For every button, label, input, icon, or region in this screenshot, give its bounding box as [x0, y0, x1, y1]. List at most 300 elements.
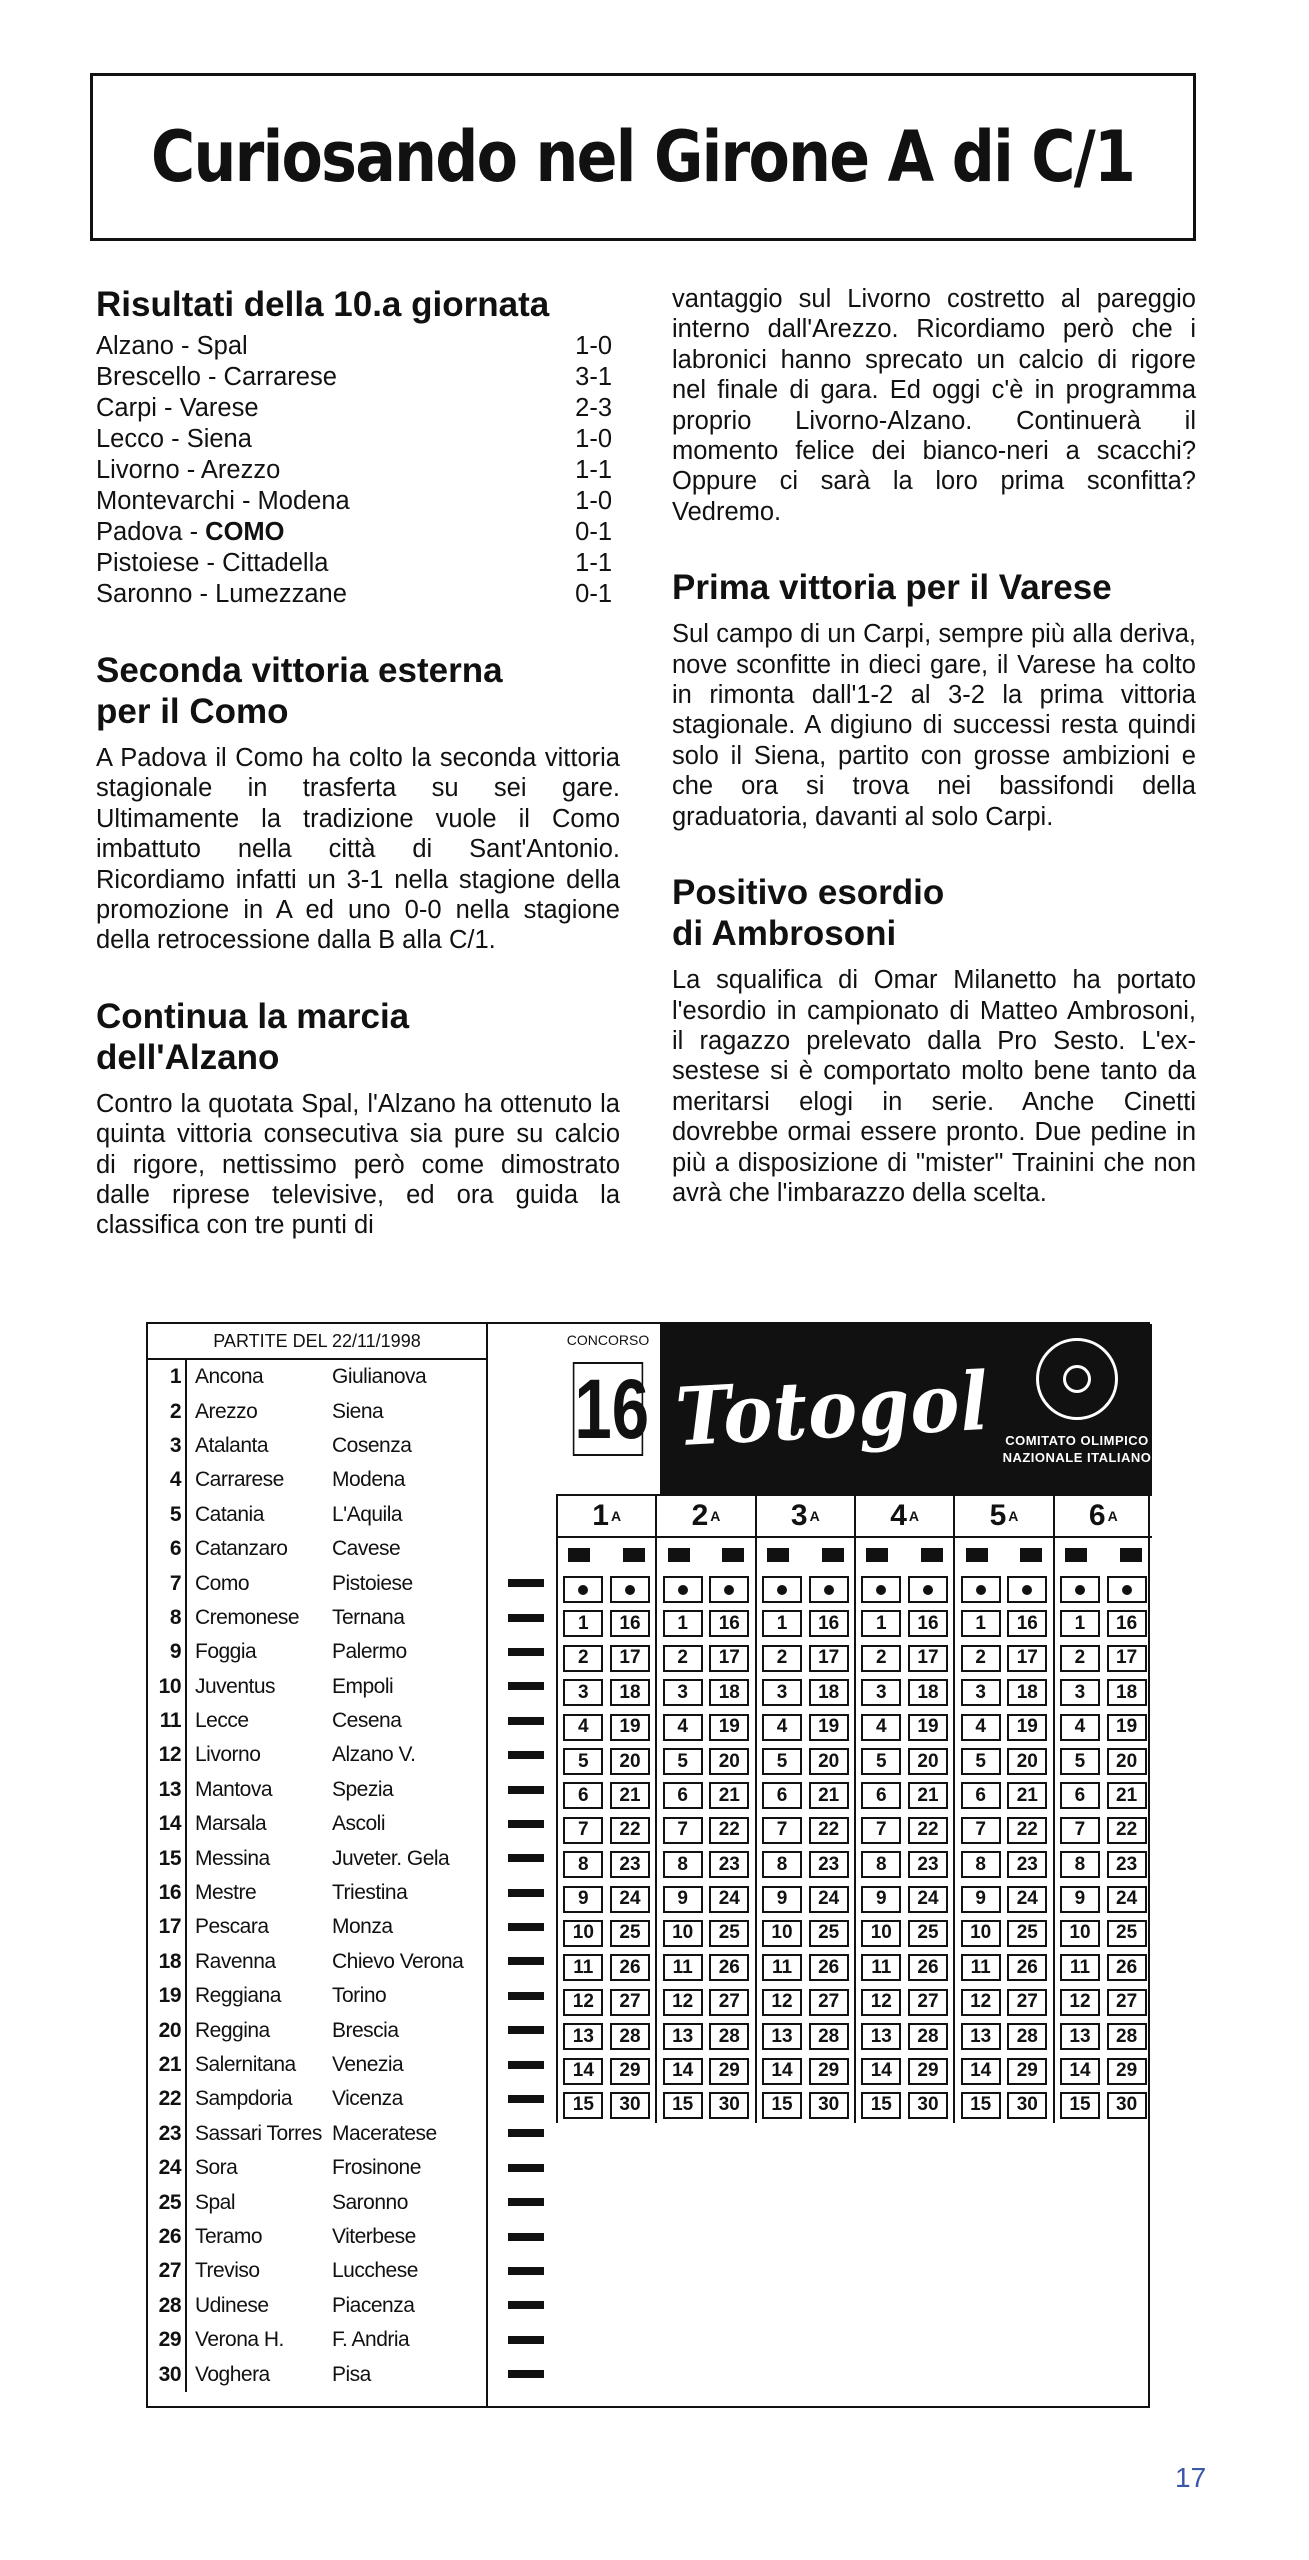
timing-mark [668, 1548, 690, 1562]
bet-box[interactable]: 27 [1007, 1989, 1047, 2016]
bet-box[interactable]: 11 [762, 1954, 802, 1981]
bet-box[interactable]: 26 [809, 1954, 849, 1981]
bet-box[interactable]: 19 [1107, 1714, 1147, 1741]
bet-box[interactable]: 24 [1107, 1886, 1147, 1913]
bet-box[interactable]: 19 [1007, 1714, 1047, 1741]
grid-column [1053, 1607, 1152, 1641]
bet-box[interactable]: 1 [1060, 1610, 1100, 1637]
bet-box[interactable]: 29 [709, 2058, 749, 2085]
bet-box[interactable]: 18 [908, 1679, 948, 1706]
bet-box-zero[interactable] [663, 1576, 703, 1603]
grid-column [1053, 1813, 1152, 1847]
bet-box-zero[interactable] [1007, 1576, 1047, 1603]
article-como [96, 650, 620, 956]
bet-box[interactable]: 13 [663, 2023, 703, 2050]
bet-box[interactable]: 25 [809, 1920, 849, 1947]
match-away: F. Andria [332, 2328, 410, 2352]
bet-box[interactable]: 13 [762, 2023, 802, 2050]
bet-box[interactable]: 4 [663, 1714, 703, 1741]
bet-box[interactable]: 16 [809, 1610, 849, 1637]
bet-box-zero[interactable] [1107, 1576, 1147, 1603]
bet-box-zero[interactable] [961, 1576, 1001, 1603]
bet-box[interactable]: 8 [961, 1851, 1001, 1878]
bet-box[interactable]: 10 [861, 1920, 901, 1947]
dash-bar [508, 1751, 544, 1759]
bet-box[interactable]: 24 [908, 1886, 948, 1913]
bet-box[interactable]: 4 [762, 1714, 802, 1741]
dash-bar [508, 2336, 544, 2344]
bet-box[interactable]: 28 [709, 2023, 749, 2050]
result-row [96, 455, 620, 486]
bet-box-zero[interactable] [563, 1576, 603, 1603]
bet-box[interactable]: 3 [563, 1679, 603, 1706]
bet-box[interactable]: 7 [1060, 1817, 1100, 1844]
bet-box[interactable]: 6 [663, 1782, 703, 1809]
bet-box[interactable]: 16 [709, 1610, 749, 1637]
grid-column [755, 2054, 854, 2088]
grid-row [556, 1779, 1152, 1813]
match-away: Lucchese [332, 2259, 418, 2283]
match-number: 15 [158, 1846, 181, 1870]
bet-box[interactable]: 13 [961, 2023, 1001, 2050]
bet-box[interactable]: 18 [809, 1679, 849, 1706]
bet-box[interactable]: 7 [762, 1817, 802, 1844]
bet-box[interactable]: 11 [861, 1954, 901, 1981]
bet-box[interactable]: 3 [961, 1679, 1001, 1706]
bet-box[interactable]: 9 [663, 1886, 703, 1913]
heading-line: di Ambrosoni [672, 914, 897, 954]
grid-column [655, 2088, 754, 2122]
heading-line: Positivo esordio [672, 873, 945, 913]
bet-box[interactable]: 23 [1007, 1851, 1047, 1878]
match-row [148, 2254, 486, 2288]
grid-column [854, 1710, 953, 1744]
bet-box[interactable]: 3 [663, 1679, 703, 1706]
bet-box[interactable]: 27 [809, 1989, 849, 2016]
bet-box[interactable]: 23 [709, 1851, 749, 1878]
bet-box[interactable]: 26 [709, 1954, 749, 1981]
bet-box[interactable]: 25 [1107, 1920, 1147, 1947]
bet-box[interactable]: 11 [663, 1954, 703, 1981]
bet-box[interactable]: 10 [762, 1920, 802, 1947]
bet-box[interactable]: 20 [610, 1748, 650, 1775]
bet-box[interactable]: 29 [908, 2058, 948, 2085]
grid-column [953, 1710, 1052, 1744]
bet-box[interactable]: 25 [1007, 1920, 1047, 1947]
bet-box[interactable]: 13 [861, 2023, 901, 2050]
bet-box[interactable]: 17 [1107, 1645, 1147, 1672]
grid-column [1053, 1779, 1152, 1813]
grid-column [854, 1538, 953, 1572]
bet-box[interactable]: 12 [762, 1989, 802, 2016]
result-match: Lecco - Siena [96, 425, 252, 453]
bet-box[interactable]: 18 [1107, 1679, 1147, 1706]
bet-box[interactable]: 14 [961, 2058, 1001, 2085]
grid-column [655, 1813, 754, 1847]
bet-box[interactable]: 22 [610, 1817, 650, 1844]
timing-mark [1120, 1548, 1142, 1562]
bet-box[interactable]: 17 [709, 1645, 749, 1672]
bet-box[interactable]: 18 [610, 1679, 650, 1706]
result-score: 3-1 [575, 363, 612, 391]
dash-bar [508, 2198, 544, 2206]
result-row [96, 548, 620, 579]
bet-box[interactable]: 27 [908, 1989, 948, 2016]
bet-box[interactable]: 25 [610, 1920, 650, 1947]
bet-box[interactable]: 11 [563, 1954, 603, 1981]
grid-column [854, 1607, 953, 1641]
bet-box[interactable]: 8 [762, 1851, 802, 1878]
bet-box[interactable]: 24 [809, 1886, 849, 1913]
result-score: 1-0 [575, 487, 612, 515]
match-number: 8 [169, 1605, 181, 1629]
bet-box[interactable]: 12 [861, 1989, 901, 2016]
bet-box[interactable]: 12 [961, 1989, 1001, 2016]
bet-box[interactable]: 27 [610, 1989, 650, 2016]
bet-box[interactable]: 20 [709, 1748, 749, 1775]
match-number: 25 [158, 2190, 181, 2214]
bet-box[interactable]: 16 [1107, 1610, 1147, 1637]
bet-box[interactable]: 5 [563, 1748, 603, 1775]
bet-box[interactable]: 4 [1060, 1714, 1100, 1741]
bet-box-zero[interactable] [809, 1576, 849, 1603]
bet-box[interactable]: 2 [762, 1645, 802, 1672]
bet-box[interactable]: 22 [1007, 1817, 1047, 1844]
match-number: 2 [169, 1399, 181, 1423]
bet-box[interactable]: 25 [709, 1920, 749, 1947]
page-number: 17 [1175, 2462, 1207, 2493]
bet-box[interactable]: 5 [762, 1748, 802, 1775]
bet-box[interactable]: 2 [961, 1645, 1001, 1672]
grid-column [1053, 2088, 1152, 2122]
grid-column [854, 1813, 953, 1847]
bet-box[interactable]: 14 [663, 2058, 703, 2085]
bet-box[interactable]: 29 [1107, 2058, 1147, 2085]
bet-box[interactable]: 16 [908, 1610, 948, 1637]
bet-box[interactable]: 1 [861, 1610, 901, 1637]
dash-bar [508, 2095, 544, 2103]
bet-box[interactable]: 14 [762, 2058, 802, 2085]
bet-box[interactable]: 10 [563, 1920, 603, 1947]
article-ambrosoni-body: La squalifica di Omar Milanetto ha portato l'esordio in campionato di Matteo Ambrosoni, il ragazzo prelevato dalla Pro Sesto. L'ex-sestese si è comportato molto bene tanto da meritarsi elogi in serie. Anche Cinetti dovrebbe ormai essere pronto. Due pedine in più a disposizione di "mister" Trainini che non avrà che l'imbarazzo della scelta. [672, 966, 1196, 1207]
bet-box[interactable]: 23 [908, 1851, 948, 1878]
result-match-part: Padova - [96, 518, 206, 546]
bet-box[interactable]: 17 [809, 1645, 849, 1672]
bet-box[interactable]: 29 [809, 2058, 849, 2085]
match-home: Cremonese [185, 1601, 328, 1635]
bet-box[interactable]: 23 [809, 1851, 849, 1878]
match-away: Chievo Verona [332, 1949, 464, 1973]
match-row [148, 2357, 486, 2391]
bet-box[interactable]: 1 [961, 1610, 1001, 1637]
bet-box[interactable]: 20 [1007, 1748, 1047, 1775]
bet-box[interactable]: 19 [709, 1714, 749, 1741]
timing-mark [568, 1548, 590, 1562]
result-row [96, 331, 620, 362]
bet-box[interactable]: 7 [861, 1817, 901, 1844]
bet-box[interactable]: 6 [762, 1782, 802, 1809]
bet-box[interactable]: 15 [1060, 2092, 1100, 2119]
bet-box[interactable]: 21 [610, 1782, 650, 1809]
bet-box[interactable]: 9 [961, 1886, 1001, 1913]
bet-box[interactable]: 22 [908, 1817, 948, 1844]
grid-column [854, 1641, 953, 1675]
bet-box[interactable]: 14 [861, 2058, 901, 2085]
dash-column [506, 1566, 546, 2391]
dash-bar [508, 2301, 544, 2309]
bet-box[interactable]: 17 [908, 1645, 948, 1672]
dash-bar [508, 2164, 544, 2172]
bet-box[interactable]: 2 [861, 1645, 901, 1672]
bet-box[interactable]: 5 [1060, 1748, 1100, 1775]
result-score: 0-1 [575, 580, 612, 608]
bet-box[interactable]: 10 [961, 1920, 1001, 1947]
grid-column [953, 1572, 1052, 1606]
grid-column [854, 1951, 953, 1985]
match-row [148, 1532, 486, 1566]
bet-box[interactable]: 30 [809, 2092, 849, 2119]
bet-box-zero[interactable] [861, 1576, 901, 1603]
bet-box[interactable]: 11 [961, 1954, 1001, 1981]
bet-box[interactable]: 23 [1107, 1851, 1147, 1878]
match-home: Voghera [185, 2357, 328, 2391]
result-match: Saronno - Lumezzane [96, 580, 347, 608]
match-row [148, 1979, 486, 2013]
bet-box[interactable]: 30 [1107, 2092, 1147, 2119]
bet-box[interactable]: 13 [1060, 2023, 1100, 2050]
bet-box[interactable]: 7 [663, 1817, 703, 1844]
grid-column [953, 2054, 1052, 2088]
bet-box[interactable]: 29 [1007, 2058, 1047, 2085]
bet-box[interactable]: 6 [563, 1782, 603, 1809]
bet-box[interactable]: 23 [610, 1851, 650, 1878]
grid-row [556, 1710, 1152, 1744]
bet-box[interactable]: 9 [1060, 1886, 1100, 1913]
dash-mark [506, 1807, 546, 1841]
grid-column [556, 1882, 655, 1916]
bet-box-zero[interactable] [1060, 1576, 1100, 1603]
bet-box-zero[interactable] [762, 1576, 802, 1603]
bet-box[interactable]: 3 [1060, 1679, 1100, 1706]
grid-row [556, 2054, 1152, 2088]
bet-box[interactable]: 27 [1107, 1989, 1147, 2016]
bet-box[interactable]: 26 [1107, 1954, 1147, 1981]
bet-box[interactable]: 16 [610, 1610, 650, 1637]
match-home: Sassari Torres [185, 2117, 328, 2151]
bet-box[interactable]: 28 [1107, 2023, 1147, 2050]
bet-box[interactable]: 15 [961, 2092, 1001, 2119]
bet-box[interactable]: 3 [762, 1679, 802, 1706]
bet-box[interactable]: 9 [563, 1886, 603, 1913]
dash-mark [506, 1738, 546, 1772]
grid-column [655, 2054, 754, 2088]
bet-box[interactable]: 29 [610, 2058, 650, 2085]
bet-box[interactable]: 15 [861, 2092, 901, 2119]
bet-box[interactable]: 15 [762, 2092, 802, 2119]
match-away: Saronno [332, 2190, 408, 2214]
match-number: 17 [158, 1915, 181, 1939]
bet-box[interactable]: 1 [762, 1610, 802, 1637]
bet-box[interactable]: 25 [908, 1920, 948, 1947]
grid-column [854, 1744, 953, 1778]
bet-box[interactable]: 2 [563, 1645, 603, 1672]
match-away: Modena [332, 1468, 405, 1492]
bet-box[interactable]: 6 [961, 1782, 1001, 1809]
timing-mark [1065, 1548, 1087, 1562]
grid-column [755, 1779, 854, 1813]
bet-box[interactable]: 14 [563, 2058, 603, 2085]
concorso-label: CONCORSO [566, 1332, 650, 1348]
dash-mark [506, 2151, 546, 2185]
bet-box[interactable]: 26 [908, 1954, 948, 1981]
timing-mark [966, 1548, 988, 1562]
bet-box[interactable]: 28 [1007, 2023, 1047, 2050]
bet-box[interactable]: 19 [610, 1714, 650, 1741]
bet-box[interactable]: 15 [663, 2092, 703, 2119]
concorso-box [556, 1324, 662, 1494]
bet-box[interactable]: 8 [1060, 1851, 1100, 1878]
match-row [148, 1429, 486, 1463]
bet-box[interactable]: 12 [663, 1989, 703, 2016]
bet-box[interactable]: 20 [809, 1748, 849, 1775]
column-header [556, 1496, 655, 1536]
grid-column [556, 1572, 655, 1606]
bet-box-zero[interactable] [610, 1576, 650, 1603]
bet-box[interactable]: 28 [908, 2023, 948, 2050]
grid-column [556, 2088, 655, 2122]
bet-box[interactable]: 21 [809, 1782, 849, 1809]
bet-box[interactable]: 18 [1007, 1679, 1047, 1706]
bet-box[interactable]: 22 [809, 1817, 849, 1844]
bet-box[interactable]: 20 [1107, 1748, 1147, 1775]
bet-box[interactable]: 22 [1107, 1817, 1147, 1844]
bet-box[interactable]: 16 [1007, 1610, 1047, 1637]
bet-box[interactable]: 13 [563, 2023, 603, 2050]
bet-box[interactable]: 26 [1007, 1954, 1047, 1981]
bet-box[interactable]: 7 [961, 1817, 1001, 1844]
dash-mark [506, 1566, 546, 1600]
bet-box[interactable]: 11 [1060, 1954, 1100, 1981]
grid-column [1053, 1985, 1152, 2019]
bet-box[interactable]: 17 [610, 1645, 650, 1672]
bet-box[interactable]: 27 [709, 1989, 749, 2016]
bet-box[interactable]: 19 [908, 1714, 948, 1741]
bet-box[interactable]: 26 [610, 1954, 650, 1981]
bet-box[interactable]: 5 [861, 1748, 901, 1775]
grid-column [1053, 1848, 1152, 1882]
result-score: 1-0 [575, 425, 612, 453]
bet-box[interactable]: 24 [709, 1886, 749, 1913]
grid-row [556, 2019, 1152, 2053]
page-title: Curiosando nel Girone A di C/1 [151, 116, 1135, 198]
bet-box[interactable]: 15 [563, 2092, 603, 2119]
bet-box[interactable]: 28 [610, 2023, 650, 2050]
dash-mark [506, 2047, 546, 2081]
dash-mark [506, 1876, 546, 1910]
bet-box[interactable]: 9 [762, 1886, 802, 1913]
bet-box[interactable]: 14 [1060, 2058, 1100, 2085]
bet-box[interactable]: 12 [563, 1989, 603, 2016]
column-suffix: A [1107, 1508, 1118, 1524]
bet-box[interactable]: 21 [1007, 1782, 1047, 1809]
bet-box[interactable]: 21 [1107, 1782, 1147, 1809]
bet-box[interactable]: 6 [1060, 1782, 1100, 1809]
bet-box-zero[interactable] [908, 1576, 948, 1603]
result-match [96, 517, 284, 548]
bet-box[interactable]: 8 [663, 1851, 703, 1878]
bet-box[interactable]: 18 [709, 1679, 749, 1706]
bet-box[interactable]: 9 [861, 1886, 901, 1913]
bet-box[interactable]: 30 [908, 2092, 948, 2119]
bet-box[interactable]: 2 [1060, 1645, 1100, 1672]
grid-column [655, 1607, 754, 1641]
grid-column [755, 1676, 854, 1710]
bet-box[interactable]: 4 [961, 1714, 1001, 1741]
bet-box[interactable]: 24 [610, 1886, 650, 1913]
bet-box[interactable]: 4 [563, 1714, 603, 1741]
dash-bar [508, 1957, 544, 1965]
bet-box[interactable]: 2 [663, 1645, 703, 1672]
bet-box[interactable]: 6 [861, 1782, 901, 1809]
bet-box[interactable]: 20 [908, 1748, 948, 1775]
grid-column [556, 1951, 655, 1985]
bet-box[interactable]: 28 [809, 2023, 849, 2050]
timing-mark [921, 1548, 943, 1562]
grid-column [755, 1951, 854, 1985]
bet-box[interactable]: 10 [1060, 1920, 1100, 1947]
bet-box[interactable]: 30 [610, 2092, 650, 2119]
match-number: 13 [158, 1777, 181, 1801]
bet-box[interactable]: 21 [709, 1782, 749, 1809]
bet-box[interactable]: 5 [663, 1748, 703, 1775]
bet-box[interactable]: 30 [1007, 2092, 1047, 2119]
grid-column [755, 1813, 854, 1847]
bet-box[interactable]: 10 [663, 1920, 703, 1947]
bet-box[interactable]: 17 [1007, 1645, 1047, 1672]
result-score: 1-1 [575, 549, 612, 577]
bet-box[interactable]: 3 [861, 1679, 901, 1706]
bet-box[interactable]: 5 [961, 1748, 1001, 1775]
grid-column [556, 2054, 655, 2088]
bet-box[interactable]: 1 [563, 1610, 603, 1637]
column-header [953, 1496, 1052, 1536]
match-away: Empoli [332, 1674, 394, 1698]
match-away: Giulianova [332, 1365, 427, 1389]
bet-box[interactable]: 19 [809, 1714, 849, 1741]
column-header [655, 1496, 754, 1536]
grid-column [1053, 1951, 1152, 1985]
match-away: Cavese [332, 1537, 401, 1561]
bet-box[interactable]: 22 [709, 1817, 749, 1844]
match-row [148, 1773, 486, 1807]
bet-box[interactable]: 8 [563, 1851, 603, 1878]
grid-column [655, 1641, 754, 1675]
grid-column [755, 1710, 854, 1744]
grid-row [556, 1985, 1152, 2019]
column-suffix: A [1008, 1508, 1019, 1524]
bet-box[interactable]: 30 [709, 2092, 749, 2119]
bet-box[interactable]: 21 [908, 1782, 948, 1809]
match-row [148, 1841, 486, 1875]
bet-box[interactable]: 7 [563, 1817, 603, 1844]
bet-box[interactable]: 12 [1060, 1989, 1100, 2016]
bet-box[interactable]: 1 [663, 1610, 703, 1637]
bet-box[interactable]: 8 [861, 1851, 901, 1878]
bet-box[interactable]: 4 [861, 1714, 901, 1741]
bet-box[interactable]: 24 [1007, 1886, 1047, 1913]
bet-box-zero[interactable] [709, 1576, 749, 1603]
grid-column [655, 1882, 754, 1916]
